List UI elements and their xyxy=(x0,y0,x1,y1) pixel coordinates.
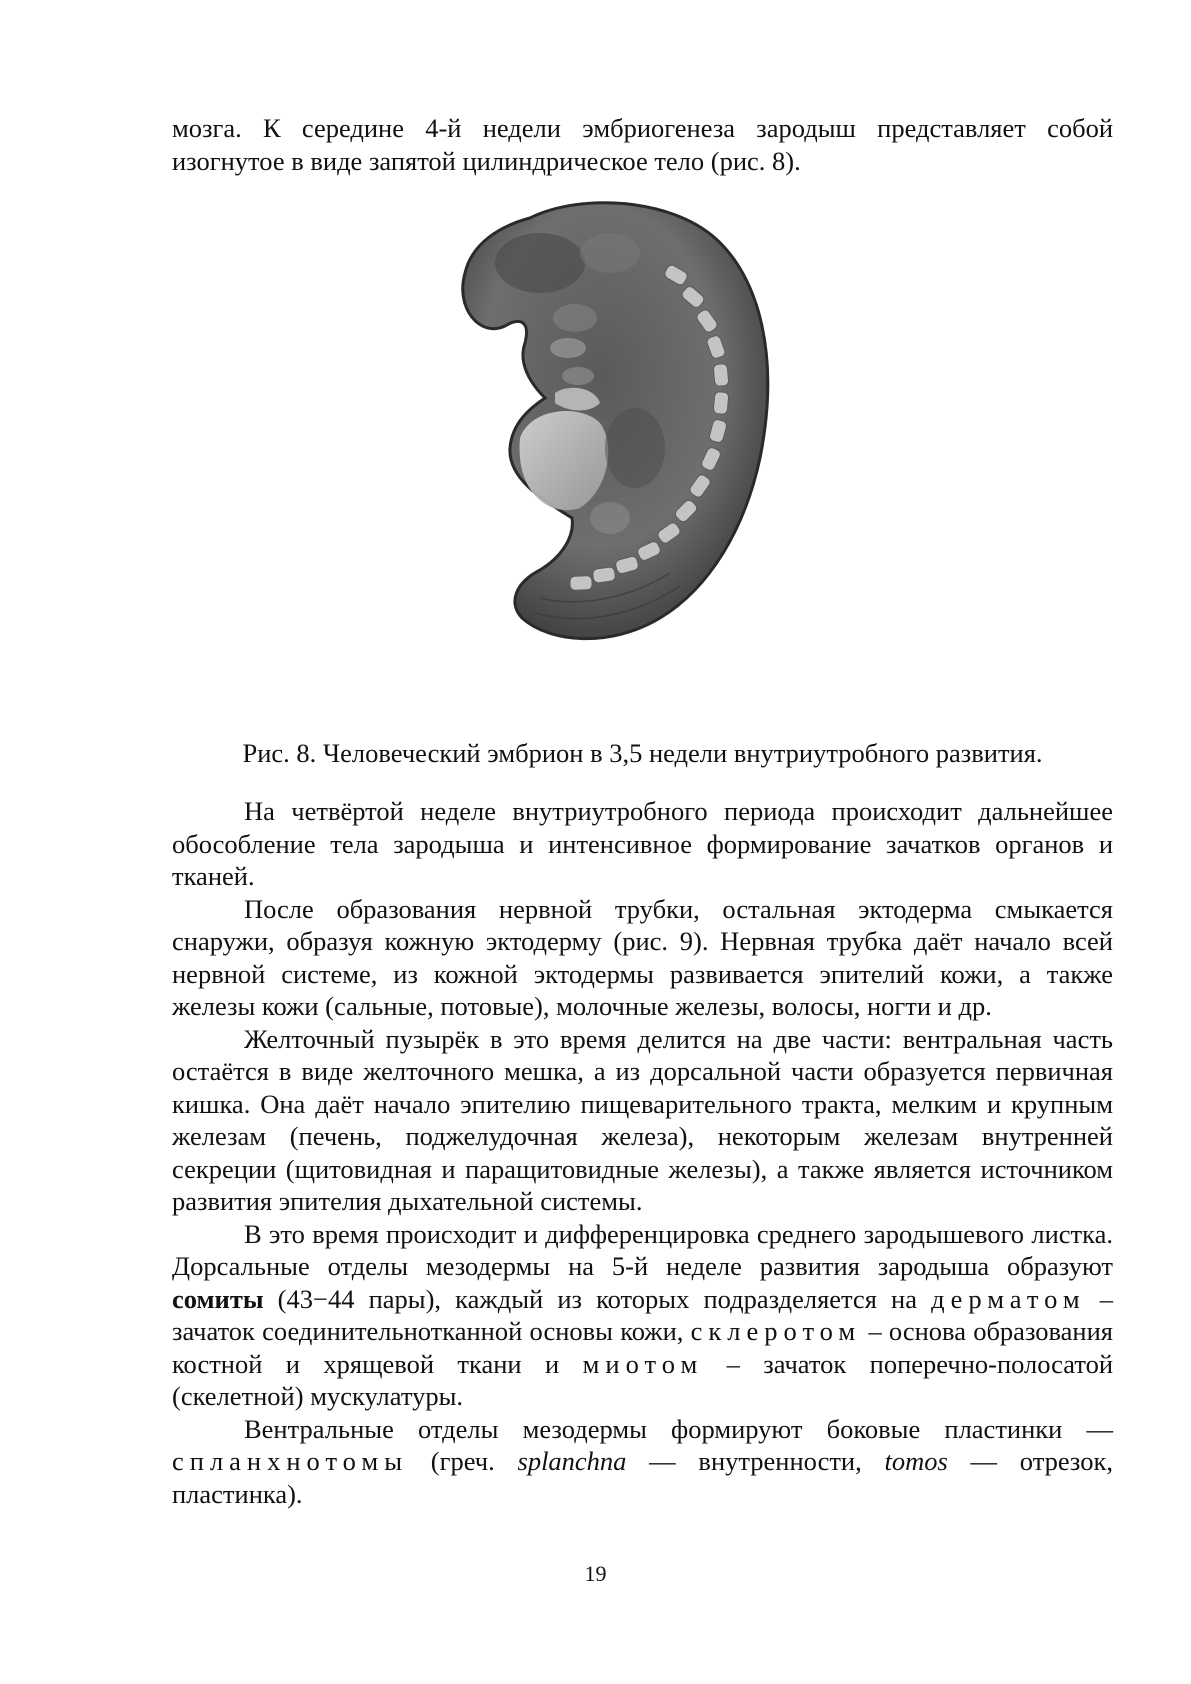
p4-text-1: В это время происходит и дифференцировка среднего зародышевого листка. Дорсальные отделы мезодермы на 5-й неделе развития зародыша образуют xyxy=(172,1218,1113,1281)
paragraph-5 xyxy=(172,1413,1113,1511)
paragraph-4 xyxy=(172,1218,1113,1413)
paragraph-2: После образования нервной трубки, остальная эктодерма смыкается снаружи, образуя кожную эктодерму (рис. 9). Нервная трубка даёт начало всей нервной системе, из кожной эктодермы развивается эпителий кожи, а также железы кожи (сальные, потовые), молочные железы, волосы, ногти и др. xyxy=(172,893,1113,1021)
term-myotome: миотом xyxy=(582,1348,704,1379)
p4-text-3: – зачаток соединительнотканной основы кожи, xyxy=(172,1283,1114,1346)
term-splanchnotome: спланхнотомы xyxy=(172,1446,408,1476)
p5-text-4: — отрезок, пластинка). xyxy=(172,1446,1113,1509)
paragraph-3: Желточный пузырёк в это время делится на две части: вентральная часть остаётся в виде желточного мешка, а из дорсальной части образуется первичная кишка. Она даёт начало эпителию пищеварительного тракта, мелким и крупным железам (печень, поджелудочная железа), некоторым железам внутренней секреции (щитовидная и паращитовидные железы), а также является источником развития эпителия дыхательной системы. xyxy=(172,1023,1113,1216)
term-splanchna: splanchna xyxy=(517,1446,627,1476)
term-dermatome: дерматом xyxy=(931,1283,1086,1314)
embryo-figure xyxy=(460,198,820,678)
figure-caption: Рис. 8. Человеческий эмбрион в 3,5 недели внутриутробного развития. xyxy=(242,738,1043,768)
p5-text-3: — внутренности, xyxy=(626,1446,885,1476)
term-tomos: tomos xyxy=(884,1446,948,1476)
body-text xyxy=(172,795,1113,1510)
paragraph-1: На четвёртой неделе внутриутробного периода происходит дальнейшее обособление тела зародыша и интенсивное формирование зачатков органов и тканей. xyxy=(172,796,1113,891)
term-sclerotome: склеротом xyxy=(690,1316,862,1346)
page-number: 19 xyxy=(584,1561,607,1586)
intro-text: мозга. К середине 4-й недели эмбриогенеза зародыш представляет собой изогнутое в виде запятой цилиндрическое тело (рис. 8). xyxy=(172,113,1113,176)
p5-text-2: (греч. xyxy=(408,1446,518,1476)
p4-text-4: – основа образования костной и хрящевой ткани и xyxy=(172,1316,1113,1379)
p4-text-2: (43−44 пары), каждый из которых подразделяется на xyxy=(263,1283,932,1314)
term-somites: сомиты xyxy=(172,1283,264,1314)
embryo-image xyxy=(460,198,820,678)
p4-text-5: – зачаток поперечно-полосатой (скелетной) мускулатуры. xyxy=(172,1348,1114,1411)
p5-text-1: Вентральные отделы мезодермы формируют боковые пластинки — xyxy=(244,1413,1113,1444)
intro-paragraph xyxy=(172,112,1113,177)
